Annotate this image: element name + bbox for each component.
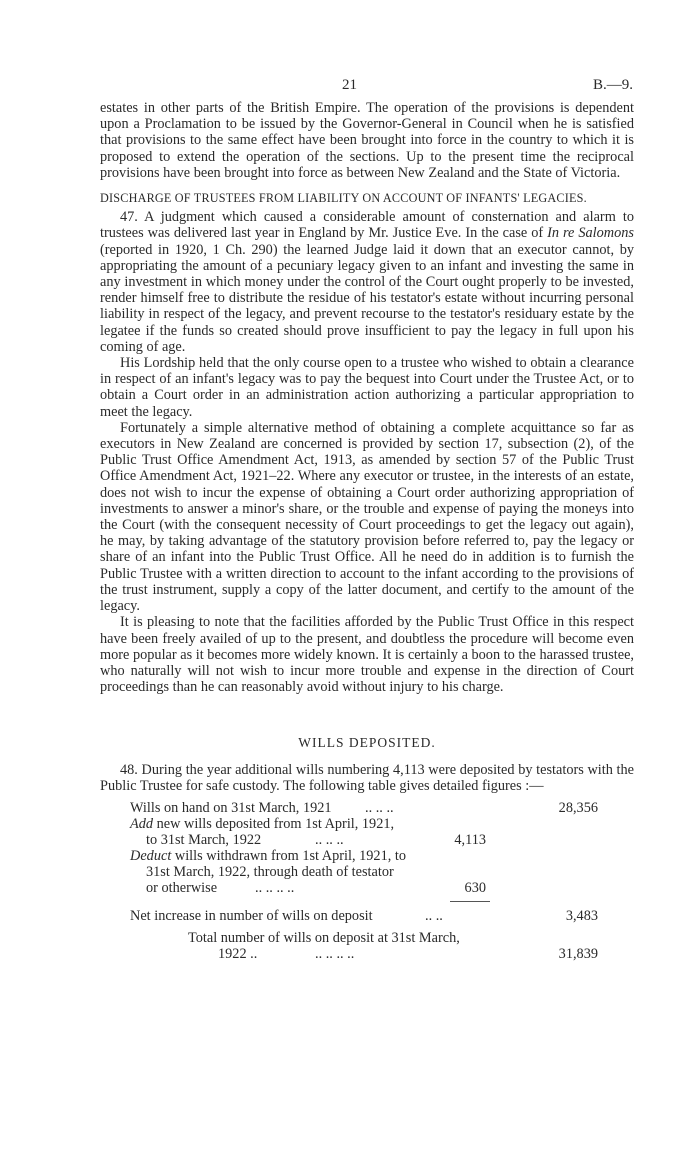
row1-label: Wills on hand on 31st March, 1921 bbox=[130, 799, 332, 816]
total-leaders: .. .. .. .. bbox=[315, 945, 355, 962]
row3-value: 630 bbox=[464, 879, 486, 896]
wills-heading: WILLS DEPOSITED. bbox=[298, 735, 436, 751]
paragraph-47-rest: (reported in 1920, 1 Ch. 290) the learned Judge laid it down that an executor cannot, by appropriating the amount of a pecuniary legacy given to an infant and investing the same in any investment in which money under the control of the Court ought properly to be invested, render himself free to distribute the residue of his testator's estate without incurring personal liability in respect of the legacy, and prevent recourse to the testator's residuary estate by the legatee if the funds so created should prove insufficient to pay the legacy in full upon his coming of age. bbox=[100, 241, 634, 355]
page-number: 21 bbox=[342, 77, 357, 93]
row3-label-a-text: wills withdrawn from 1st April, 1921, to bbox=[171, 847, 406, 864]
row2-label-a-text: new wills deposited from 1st April, 1921, bbox=[153, 815, 395, 832]
paragraph-48: 48. During the year additional wills numbering 4,113 were deposited by testators with the Public Trustee for safe custody. The following table gives detailed figures :— bbox=[100, 761, 634, 794]
document-reference: B.—9. bbox=[593, 77, 634, 93]
total-label-b: 1922 .. bbox=[218, 945, 258, 962]
row2-leaders: .. .. .. bbox=[315, 831, 344, 848]
paragraph-lordship: His Lordship held that the only course open to a trustee who wished to obtain a clearance in respect of an infant's legacy was to pay the bequest into Court under the Trustee Act, or to obtain a Court order in an administration action authorizing a particular appropriation to meet the legacy. bbox=[100, 355, 634, 420]
row2-value: 4,113 bbox=[454, 831, 486, 848]
row2-label-b: to 31st March, 1922 bbox=[146, 831, 262, 848]
paragraph-47 bbox=[100, 209, 634, 355]
row3-leaders: .. .. .. .. bbox=[255, 879, 295, 896]
deduct-label: Deduct bbox=[130, 847, 172, 864]
intro-paragraph: estates in other parts of the British Empire. The operation of the provisions is dependent upon a Proclamation to be issued by the Governor-General in Council when he is satisfied that provisions to the same effect have been brought into force in the country to which it is proposed to extend the operation of the sections. Up to the present time the reciprocal provisions have been brought into force as between New Zealand and the State of Victoria. bbox=[100, 100, 634, 181]
subtotal-rule bbox=[450, 901, 490, 902]
row3-label-a bbox=[130, 848, 406, 864]
row3-label-b: 31st March, 1922, through death of testator bbox=[146, 863, 394, 880]
total-value: 31,839 bbox=[558, 945, 598, 962]
total-label-a: Total number of wills on deposit at 31st March, bbox=[188, 929, 460, 946]
case-name: In re Salomons bbox=[547, 225, 634, 242]
discharge-heading: DISCHARGE OF TRUSTEES FROM LIABILITY ON ACCOUNT OF INFANTS' LEGACIES. bbox=[100, 191, 587, 206]
body-text bbox=[100, 100, 634, 960]
paragraph-fortunately: Fortunately a simple alternative method of obtaining a complete acquittance so far as executors in New Zealand are concerned is provided by section 17, subsection (2), of the Public Trust Office Amendment Act, 1913, as amended by section 57 of the Public Trust Office Amendment Act, 1921–22. Where any executor or trustee, in the interests of an estate, does not wish to incur the expense of obtaining a Court order authorizing appropriation of investments to answer a minor's share, or the trouble and expense of paying the moneys into the Court (with the consequent necessity of Court proceedings to get the legacy out again), he may, by taking advantage of the statutory provision before referred to, pay the legacy or share of an infant into the Public Trust Office. All he need do in addition is to furnish the Public Trustee with a written direction to account to the infant according to the provisions of the trust instrument, supply a copy of the latter document, and certify to the amount of the legacy. bbox=[100, 419, 634, 615]
row4-label: Net increase in number of wills on deposit bbox=[130, 907, 373, 924]
row1-leaders: .. .. .. bbox=[365, 799, 394, 816]
add-label: Add bbox=[130, 815, 154, 832]
row4-value: 3,483 bbox=[565, 907, 598, 924]
row3-label-c: or otherwise bbox=[146, 879, 218, 896]
paragraph-pleasing: It is pleasing to note that the facilities afforded by the Public Trust Office in this respect have been freely availed of up to the present, and doubtless the procedure will become even more popular as it becomes more widely known. It is certainly a boon to the harassed trustee, who naturally will not wish to incur more trouble and expense in the direction of Court proceedings than he can reasonably avoid without injury to his charge. bbox=[100, 614, 634, 696]
row2-label-a bbox=[130, 816, 394, 832]
row1-value: 28,356 bbox=[558, 799, 598, 816]
row4-leaders: .. .. bbox=[425, 907, 443, 924]
wills-table bbox=[100, 800, 634, 960]
paragraph-47-lead: 47. A judgment which caused a considerable amount of consternation and alarm to trustees was delivered last year in England by Mr. Justice Eve. In the case of bbox=[100, 209, 634, 242]
